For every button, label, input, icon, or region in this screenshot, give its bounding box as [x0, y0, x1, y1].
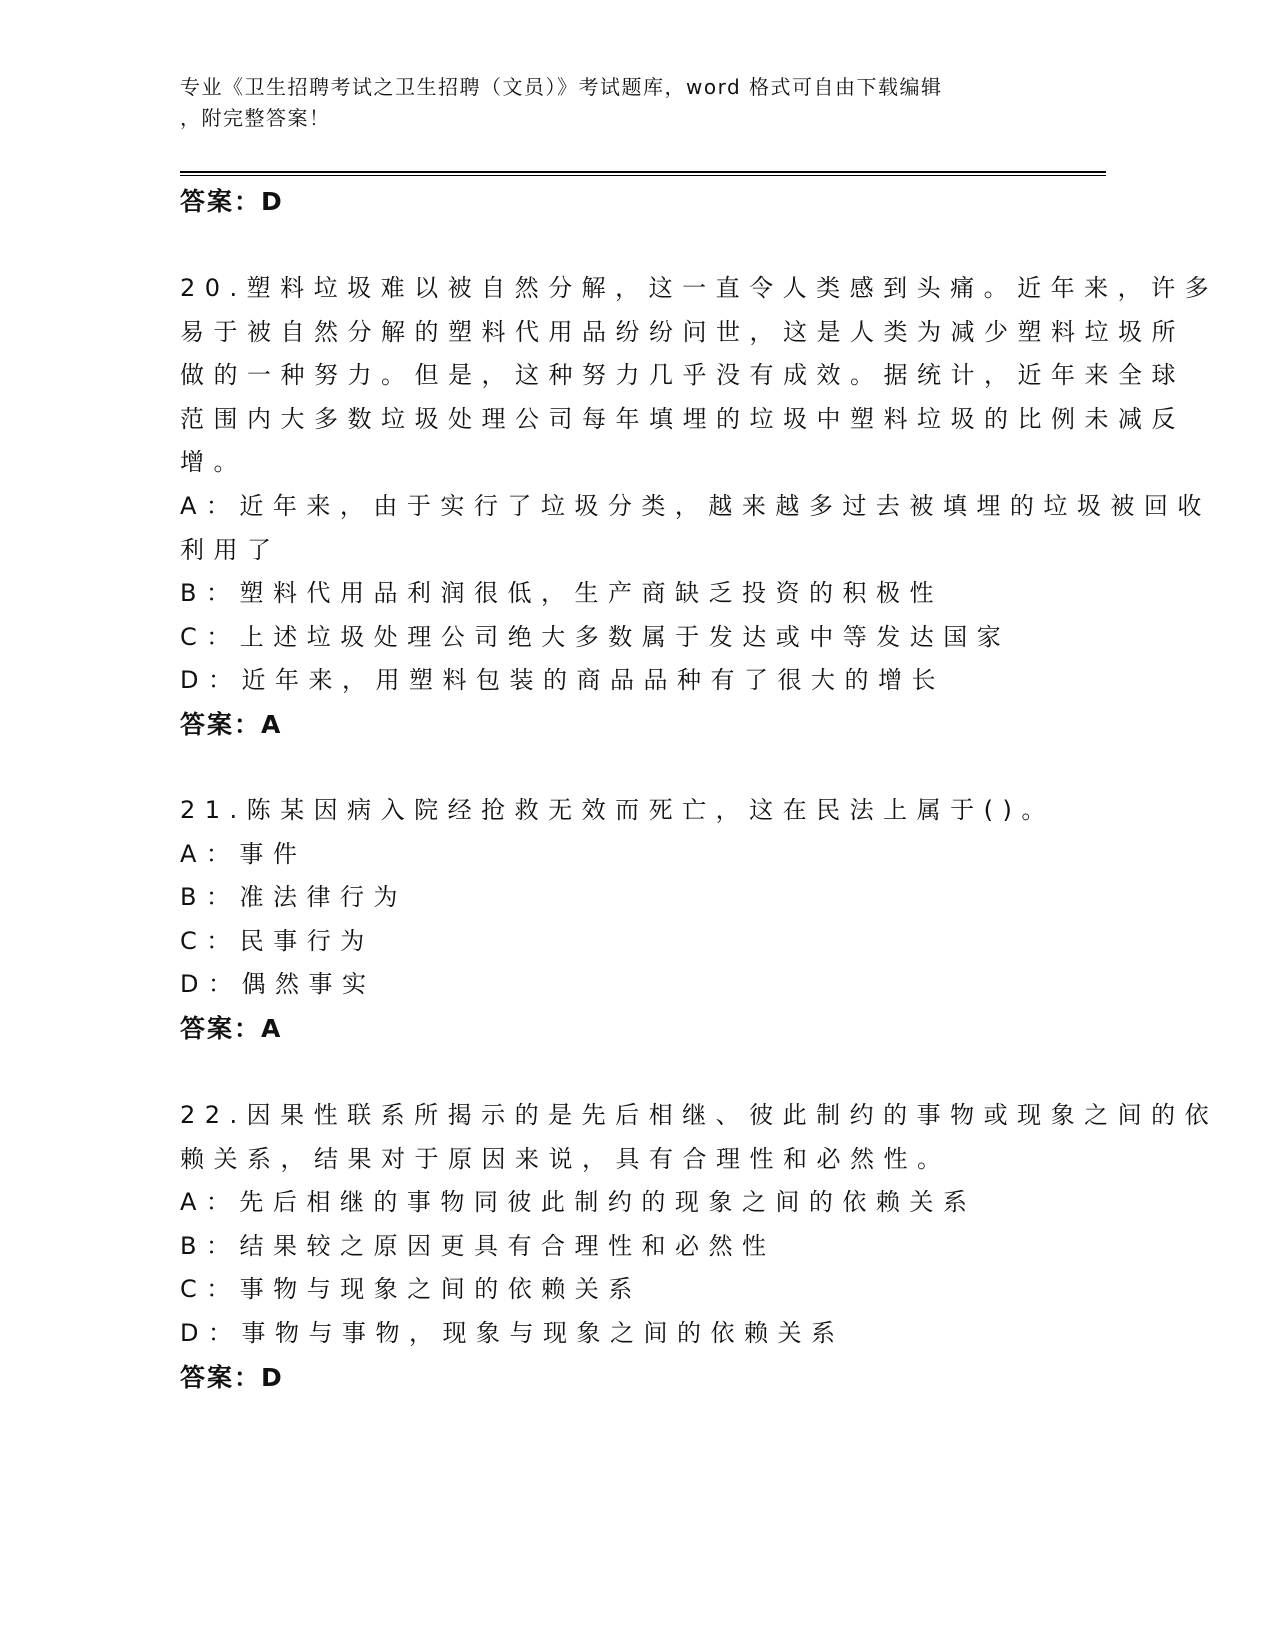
option-d: D：事物与事物，现象与现象之间的依赖关系 [180, 1318, 845, 1347]
option-c: C：上述垃圾处理公司绝大多数属于发达或中等发达国家 [180, 622, 1011, 651]
header-divider [180, 175, 1106, 176]
header-line: 专业《卫生招聘考试之卫生招聘（文员）》考试题库，word 格式可自由下载编辑 [180, 75, 943, 99]
option-a: A：先后相继的事物同彼此制约的现象之间的依赖关系 [180, 1188, 977, 1217]
document-header [180, 72, 1080, 134]
answer-label: 答案：D [180, 187, 284, 216]
question-text: 范围内大多数垃圾处理公司每年填埋的垃圾中塑料垃圾的比例未减反 [180, 404, 1185, 433]
header-divider [180, 171, 1106, 173]
answer-label: 答案：A [180, 1013, 283, 1043]
option-b: B：塑料代用品利润很低，生产商缺乏投资的积极性 [180, 579, 943, 608]
answer-label: 答案：D [180, 1362, 284, 1392]
option-b: B：准法律行为 [180, 883, 407, 912]
question-20 [180, 267, 1219, 747]
option-a: A：近年来，由于实行了垃圾分类，越来越多过去被填埋的垃圾被回收 [180, 491, 1211, 520]
question-22 [180, 1094, 1219, 1399]
question-text: 21.陈某因病入院经抢救无效而死亡，这在民法上属于()。 [180, 796, 1055, 824]
question-text: 20.塑料垃圾难以被自然分解，这一直令人类感到头痛。近年来，许多 [180, 274, 1219, 302]
header-line: ，附完整答案！ [180, 106, 331, 130]
option-c: C：民事行为 [180, 926, 374, 955]
option-a: 利用了 [180, 535, 281, 564]
option-b: B：结果较之原因更具有合理性和必然性 [180, 1231, 776, 1260]
option-c: C：事物与现象之间的依赖关系 [180, 1275, 642, 1304]
question-text: 22.因果性联系所揭示的是先后相继、彼此制约的事物或现象之间的依 [180, 1101, 1219, 1129]
question-text: 易于被自然分解的塑料代用品纷纷问世，这是人类为减少塑料垃圾所 [180, 317, 1185, 346]
option-d: D：偶然事实 [180, 970, 376, 999]
option-a: A：事件 [180, 839, 307, 868]
question-21 [180, 789, 1080, 1051]
question-text: 做的一种努力。但是，这种努力几乎没有成效。据统计，近年来全球 [180, 361, 1185, 390]
question-text: 增。 [180, 448, 247, 477]
question-text: 赖关系，结果对于原因来说，具有合理性和必然性。 [180, 1144, 951, 1173]
answer-label: 答案：A [180, 709, 283, 739]
previous-answer [180, 180, 1080, 224]
option-d: D：近年来，用塑料包装的商品品种有了很大的增长 [180, 666, 945, 695]
